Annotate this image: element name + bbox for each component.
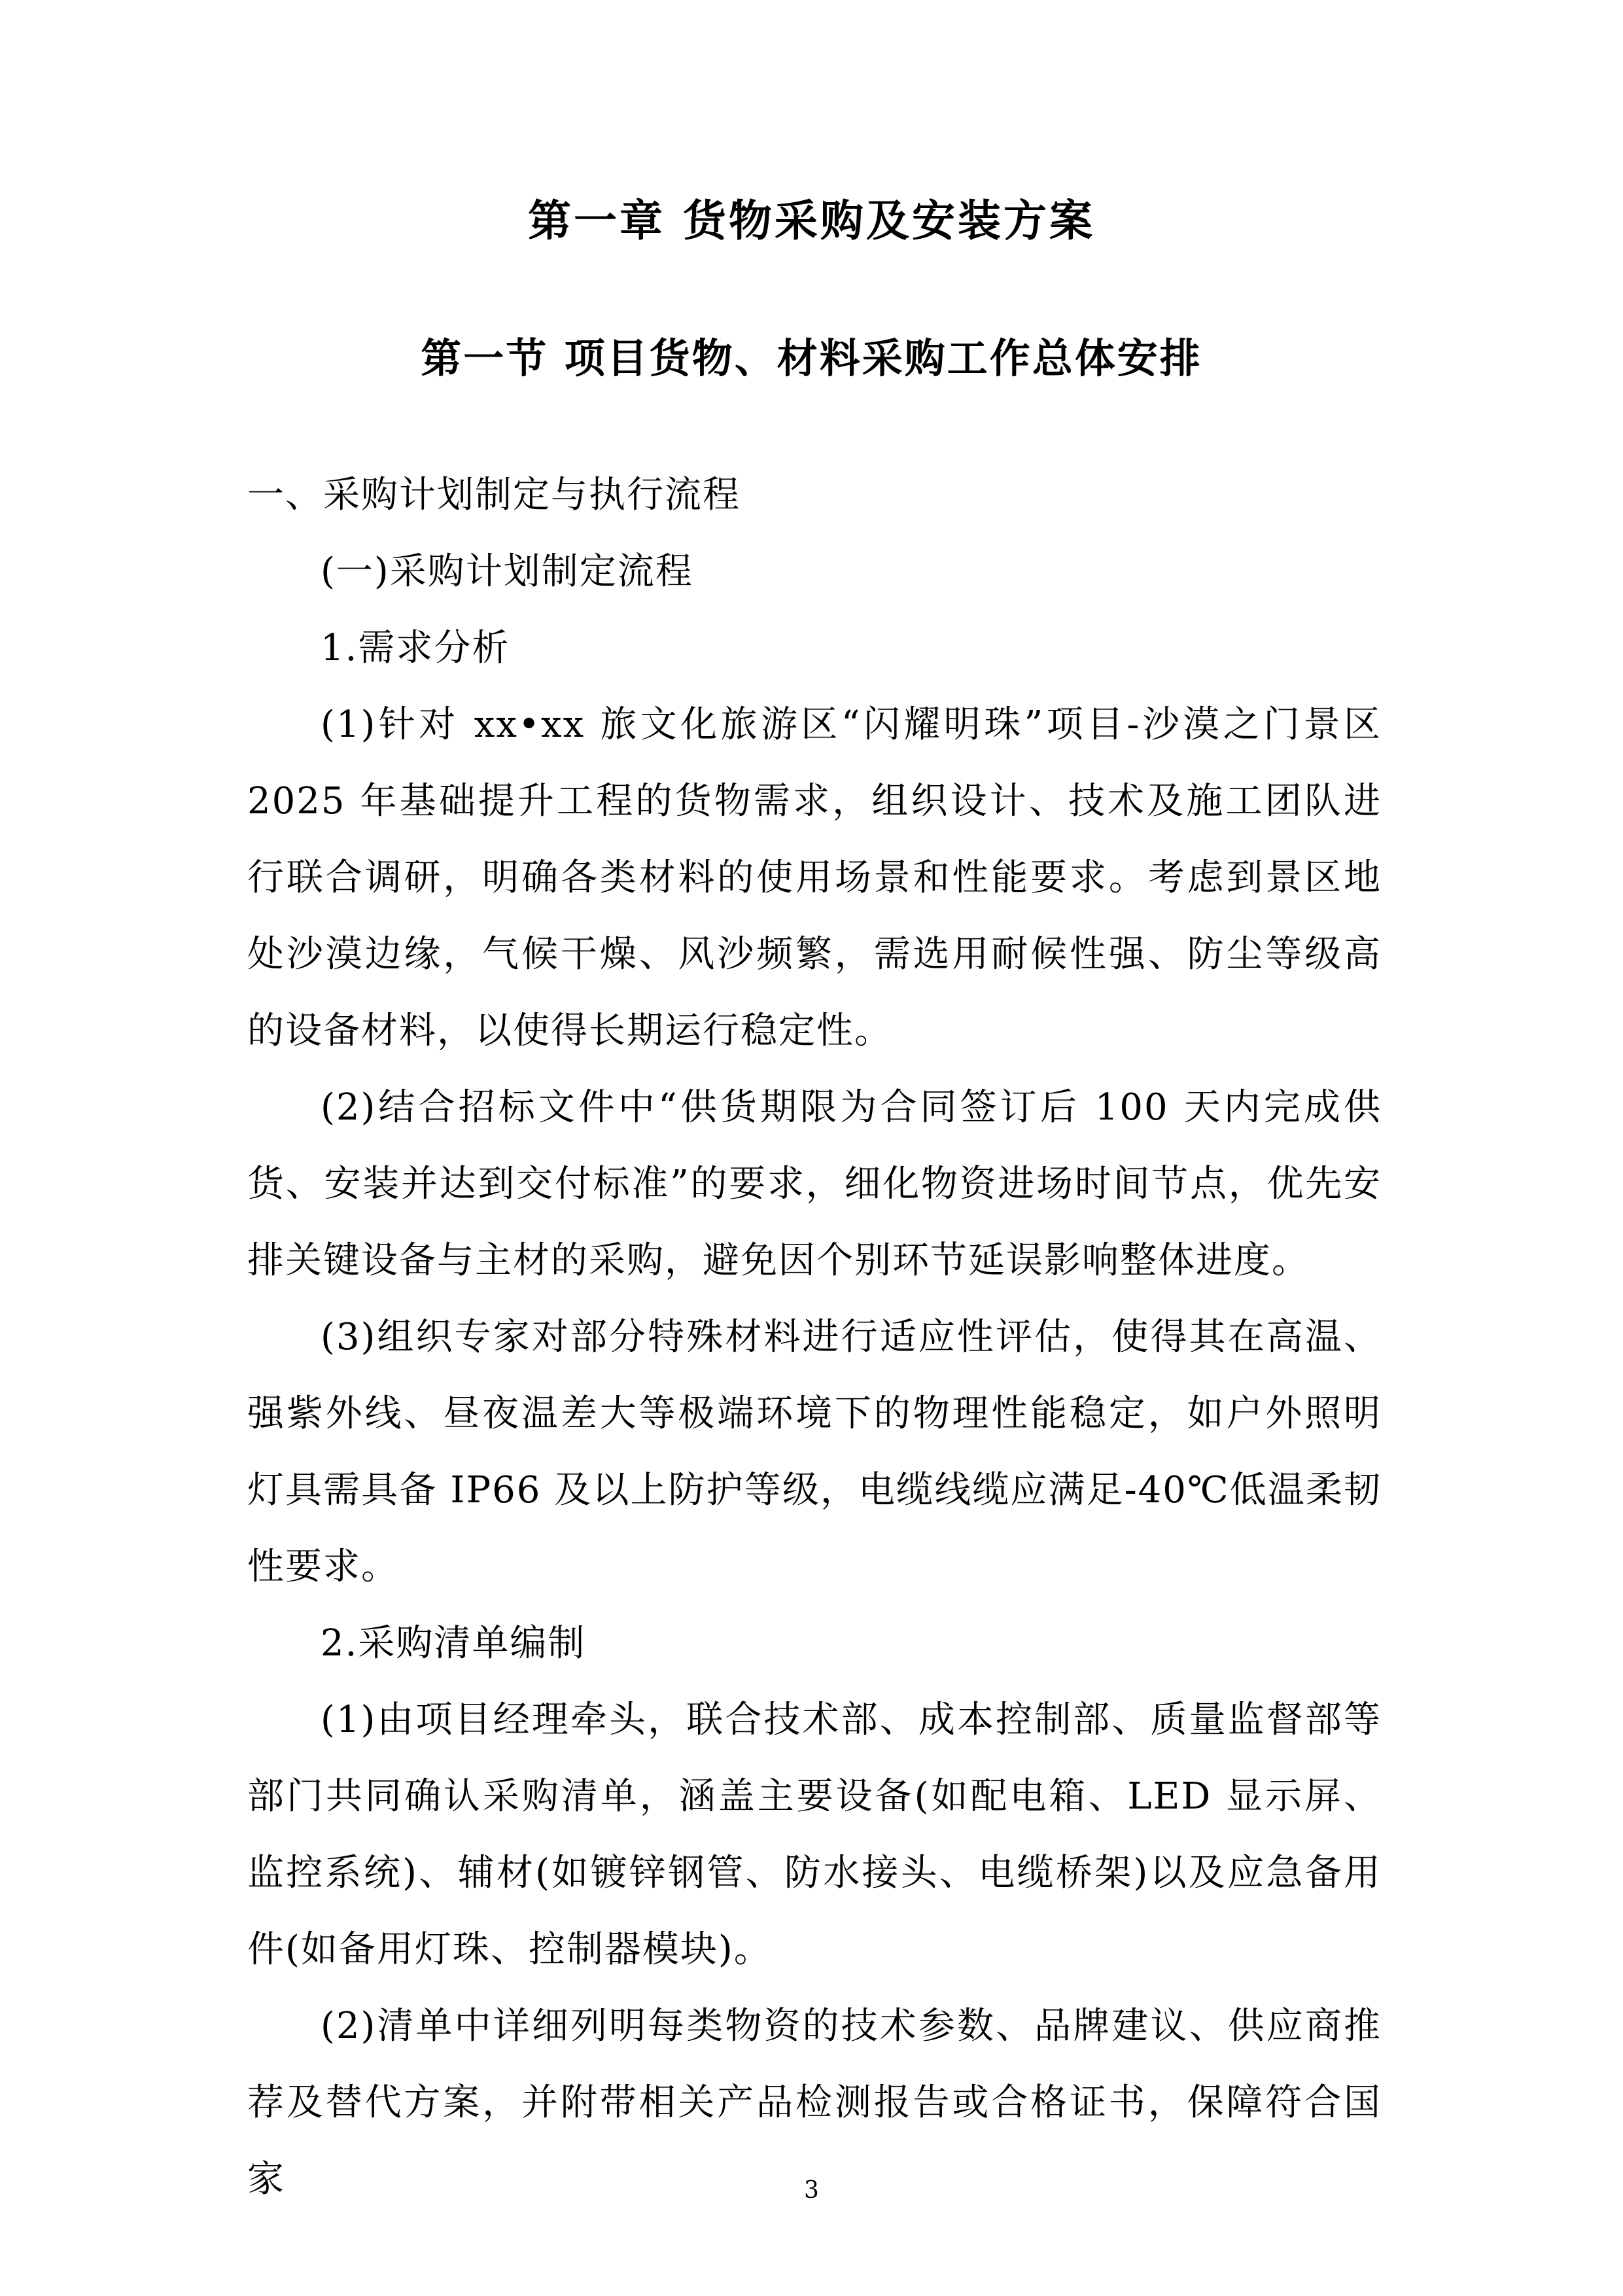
heading-level-1: 一、采购计划制定与执行流程	[247, 474, 741, 516]
heading-level-3: 2.采购清单编制	[321, 1622, 586, 1665]
body-text	[247, 457, 1382, 2217]
paragraph: (1)针对 xx•xx 旅文化旅游区“闪耀明珠”项目-沙漠之门景区 2025 年基础提升工程的货物需求，组织设计、技术及施工团队进行联合调研，明确各类材料的使用场景和性能要求。考虑到景区地处沙漠边缘，气候干燥、风沙频繁，需选用耐候性强、防尘等级高的设备材料，以使得长期运行稳定性。	[247, 703, 1382, 1052]
paragraph: (2)清单中详细列明每类物资的技术参数、品牌建议、供应商推荐及替代方案，并附带相关产品检测报告或合格证书，保障符合国家	[247, 2005, 1382, 2200]
heading-level-2: (一)采购计划制定流程	[321, 550, 693, 593]
paragraph: (2)结合招标文件中“供货期限为合同签订后 100 天内完成供货、安装并达到交付标准”的要求，细化物资进场时间节点，优先安排关键设备与主材的采购，避免因个别环节延误影响整体进度。	[247, 1086, 1382, 1282]
section-title: 第一节 项目货物、材料采购工作总体安排	[421, 334, 1202, 382]
chapter-title: 第一章 货物采购及安装方案	[528, 196, 1095, 246]
paragraph: (1)由项目经理牵头，联合技术部、成本控制部、质量监督部等部门共同确认采购清单，涵盖主要设备(如配电箱、LED 显示屏、监控系统)、辅材(如镀锌钢管、防水接头、电缆桥架)以及应急备用件(如备用灯珠、控制器模块)。	[247, 1699, 1382, 1971]
page-number: 3	[804, 2177, 819, 2204]
paragraph: (3)组织专家对部分特殊材料进行适应性评估，使得其在高温、强紫外线、昼夜温差大等极端环境下的物理性能稳定，如户外照明灯具需具备 IP66 及以上防护等级，电缆线缆应满足-40℃低温柔韧性要求。	[247, 1316, 1382, 1588]
heading-level-3: 1.需求分析	[321, 627, 510, 669]
